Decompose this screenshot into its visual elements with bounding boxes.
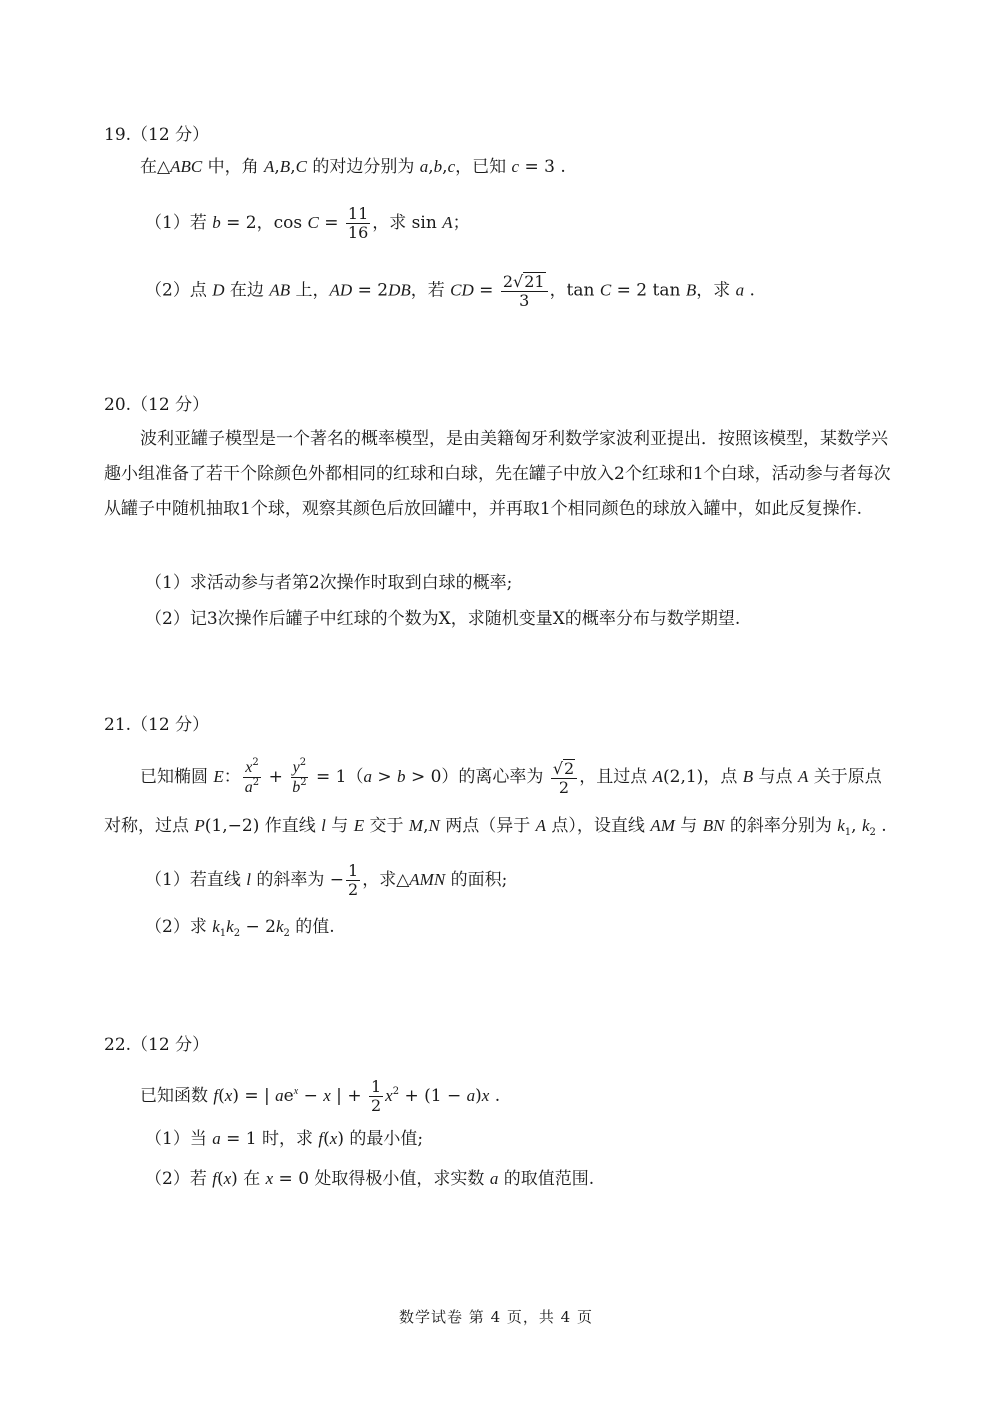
question-19-part-1: （1）若 b = 2，cos C = $\frac{11}{16}$ ，求 sin A； [145,204,470,242]
question-19-part-2: （2）点 D 在边 AB 上，AD = 2DB，若 CD = $\frac{2√21}{3}$ ，tan C = 2 tan B，求 a . [145,272,755,310]
question-22-part-2: （2）若 f(x) 在 x = 0 处取得极小值，求实数 a 的取值范围. [145,1169,595,1189]
question-21-header: 21.（12 分） [104,715,210,735]
question-20-part-1: （1）求活动参与者第2次操作时取到白球的概率; [145,573,513,593]
question-22-stem: 已知函数 f(x) = | $ae^x - x$ | + $\frac{1}{2}$ $x^2 + (1 - a)x$ . [140,1077,501,1115]
question-20-stem: 波利亚罐子模型是一个著名的概率模型，是由美籍匈牙利数学家波利亚提出．按照该模型，某数学兴趣小组准备了若干个除颜色外都相同的红球和白球，先在罐子中放入2个红球和1个白球，活动参与者每次从罐子中随机抽取1个球，观察其颜色后放回罐中，并再取1个相同颜色的球放入罐中，如此反复操作. [104,429,891,519]
question-21-part-2: （2）求 $k_1k_2 - 2k_2$ 的值. [145,917,335,939]
question-20-header: 20.（12 分） [104,395,210,415]
question-21-stem-line-2: 对称，过点 P(1,−2) 作直线 l 与 E 交于 M,N 两点（异于 A 点），设直线 AM 与 BN 的斜率分别为 $k_1$, $k_2$ . [104,816,887,838]
question-21-stem-line-1: 已知椭圆 E： $\frac{x^2}{a^2}$ + $\frac{y^2}{b^2}$ = 1（a > b > 0）的离心率为 $\frac{√2}{2}$ ，且过点 A(2,1)，点 B 与点 A 关于原点 [140,757,882,797]
question-19-header: 19.（12 分） [104,125,210,145]
question-20-part-2: （2）记3次操作后罐子中红球的个数为X，求随机变量X的概率分布与数学期望. [145,609,741,629]
question-21-part-1: （1）若直线 l 的斜率为 − $\frac{1}{2}$ ，求△AMN 的面积; [145,861,508,899]
question-22-header: 22.（12 分） [104,1035,210,1055]
question-19-stem: 在△ABC 中，角 A,B,C 的对边分别为 a,b,c，已知 c = 3 . [140,157,566,177]
page-footer: 数学试卷 第 4 页，共 4 页 [399,1308,593,1326]
question-22-part-1: （1）当 a = 1 时，求 f(x) 的最小值; [145,1129,424,1149]
